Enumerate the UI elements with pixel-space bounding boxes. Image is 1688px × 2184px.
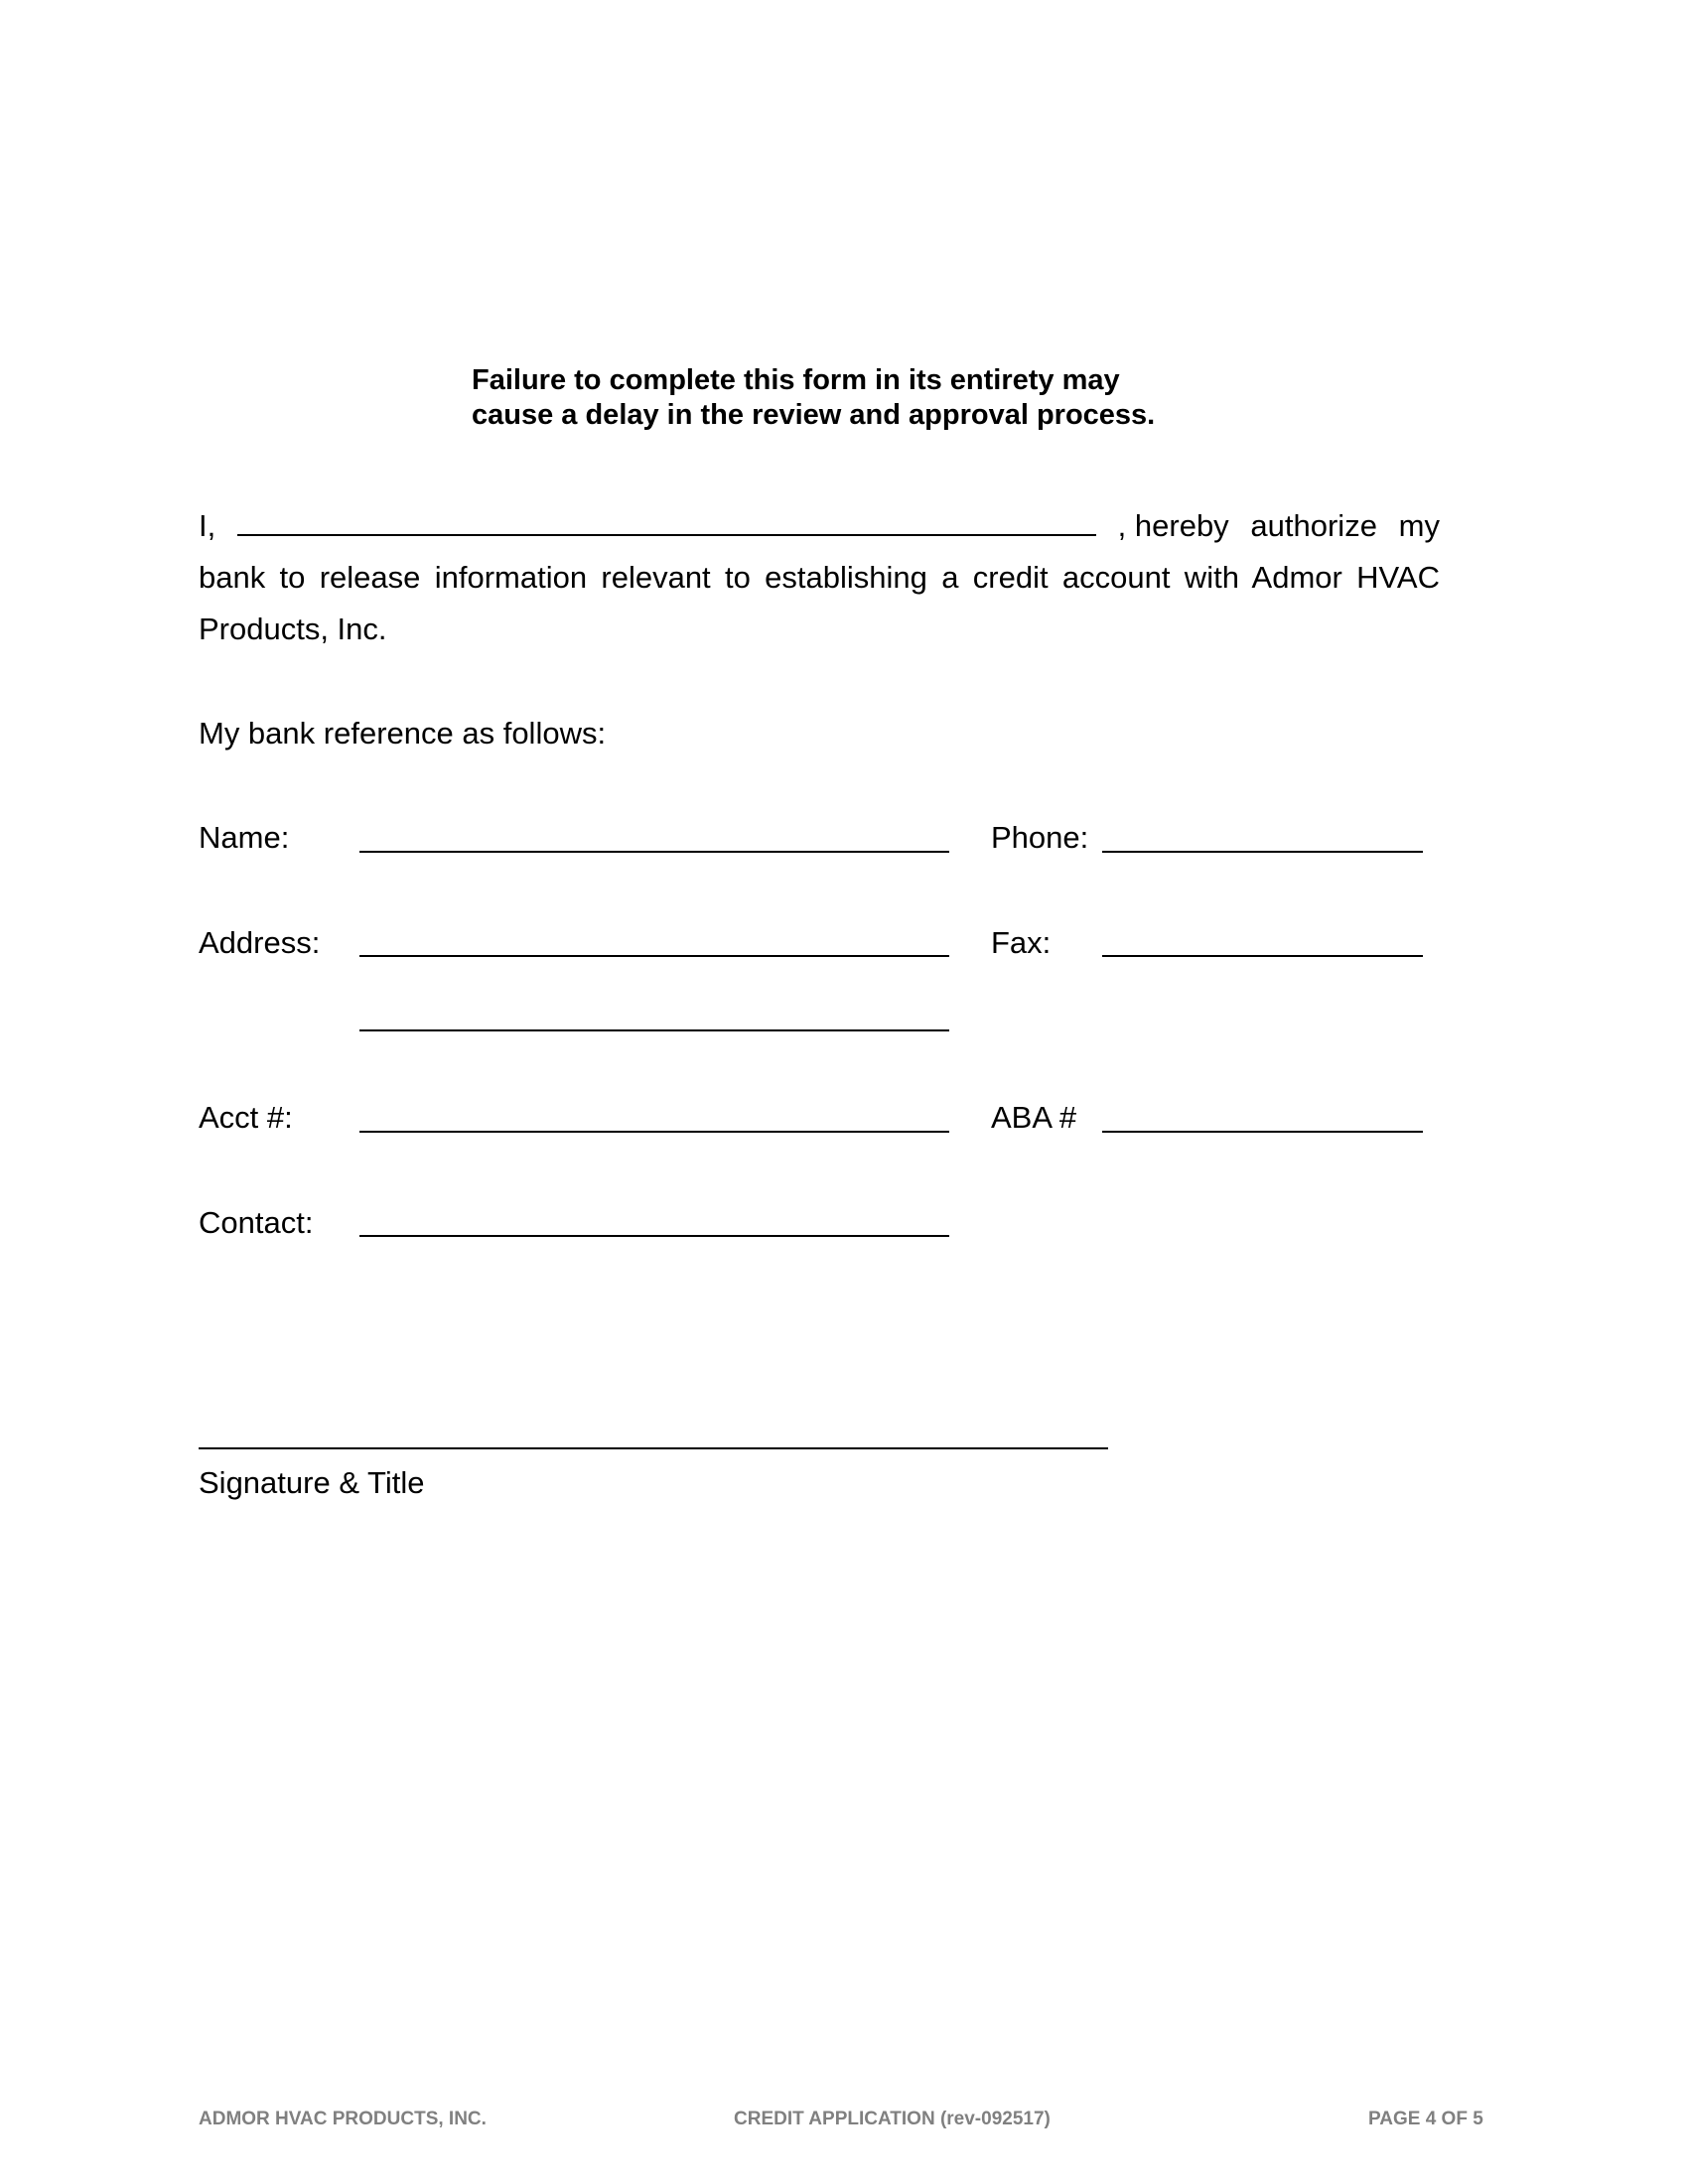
contact-label: Contact: — [199, 1205, 314, 1240]
authorization-word-authorize: authorize — [1250, 508, 1377, 543]
authorizer-name-field[interactable] — [237, 504, 1096, 536]
fax-label: Fax: — [991, 925, 1052, 960]
footer-document: CREDIT APPLICATION (rev-092517) — [734, 2109, 1051, 2129]
contact-field[interactable] — [359, 1235, 949, 1237]
notice-line-1: Failure to complete this form in its entirety may — [472, 364, 1120, 396]
phone-label: Phone: — [991, 820, 1089, 855]
aba-field[interactable] — [1102, 1131, 1423, 1133]
authorization-prefix: I, — [199, 508, 216, 543]
phone-field[interactable] — [1102, 851, 1423, 853]
bank-reference-intro: My bank reference as follows: — [199, 716, 607, 751]
name-field[interactable] — [359, 851, 949, 853]
name-label: Name: — [199, 820, 290, 855]
footer-company: ADMOR HVAC PRODUCTS, INC. — [199, 2109, 487, 2129]
authorization-word-my: my — [1398, 508, 1440, 543]
acct-field[interactable] — [359, 1131, 949, 1133]
address-field-line-2[interactable] — [359, 1029, 949, 1031]
signature-label: Signature & Title — [199, 1465, 425, 1500]
address-label: Address: — [199, 925, 321, 960]
fax-field[interactable] — [1102, 955, 1423, 957]
signature-field[interactable] — [199, 1447, 1108, 1449]
acct-label: Acct #: — [199, 1100, 293, 1135]
aba-label: ABA # — [991, 1100, 1077, 1135]
authorization-continuation: bank to release information relevant to establishing a credit account with Admor HVAC Products, Inc. — [199, 560, 1440, 646]
authorization-word-hereby: , hereby — [1117, 508, 1229, 543]
notice-line-2: cause a delay in the review and approval process. — [472, 399, 1156, 431]
footer-page-number: PAGE 4 OF 5 — [1368, 2109, 1483, 2129]
address-field-line-1[interactable] — [359, 955, 949, 957]
authorization-line-1 — [199, 500, 1440, 552]
authorization-paragraph — [199, 500, 1440, 655]
